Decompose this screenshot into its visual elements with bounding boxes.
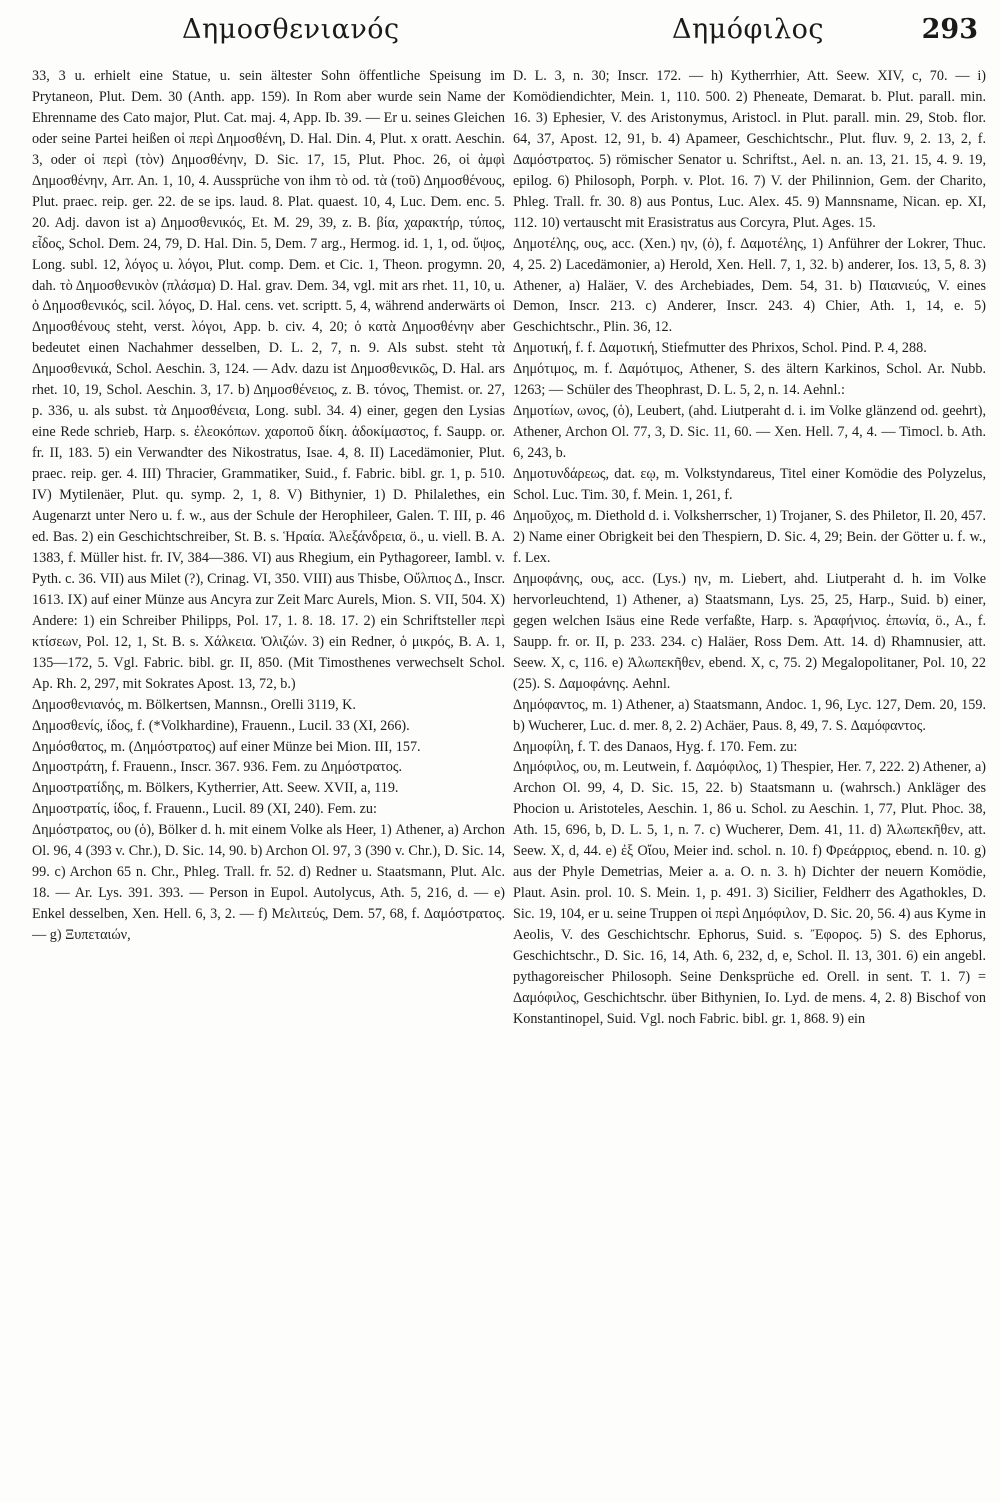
right-column	[513, 66, 986, 1488]
page-number: 293	[921, 14, 978, 45]
entry: Δημοτυνδάρεως, dat. εῳ, m. Volkstyndareus, Titel einer Komödie des Polyzelus, Schol. Luc. Tim. 30, f. Mein. 1, 261, f.	[513, 466, 986, 504]
page-header	[32, 14, 984, 48]
entry: Δημοτική, f. f. Δαμοτική, Stiefmutter des Phrixos, Schol. Pind. P. 4, 288.	[513, 340, 927, 357]
entry: Δημόφιλος, ου, m. Leutwein, f. Δαμόφιλος, 1) Thespier, Her. 7, 222. 2) Athener, a) Archon Ol. 99, 4, D. Sic. 15, 22. b) Staatsmann u. (wahrsch.) Ankläger des Phocion u. Aristoteles, Aeschin. 1, 86 u. Schol. zu Aeschin. 1, 77, Plut. Phoc. 38, Ath. 15, 696, b, D. L. 5, 1, n. 7. c) Wucherer, Dem. 41, 11. d) Ἀλωπεκῆθεν, att. Seew. X, d, 44. e) ἐξ Οἴου, Meier ind. schol. n. 10. f) Φρεάρριος, ebend. n. 10. g) aus der Phyle Demetrias, Meier a. a. O. n. 3. h) Dichter der neuern Komödie, Plaut. Asin. prol. 10. S. Mein. 1, p. 491. 3) Sicilier, Feldherr des Agathokles, D. Sic. 19, 104, er u. seine Truppen οἱ περὶ Δημόφιλον, D. Sic. 20, 56. 4) aus Kyme in Aeolis, V. des Geschichtschr. Ephorus, Suid. s. Ἔφορος. 5) S. des Ephorus, Geschichtschr., D. Sic. 16, 14, Ath. 6, 232, d, e, Schol. Il. 13, 301. 6) ein angebl. pythagoreischer Philosoph. Seine Denksprüche ed. Orell. in sent. T. 1. 7) = Δαμόφιλος, Geschichtschr. über Bithynien, Io. Lyd. de mens. 4, 2. 8) Bischof von Konstantinopel, Suid. Vgl. noch Fabric. bibl. gr. 1, 868. 9) ein	[513, 759, 986, 1027]
entry: Δημοσθενίς, ίδος, f. (*Volkhardine), Frauenn., Lucil. 33 (XI, 266).	[32, 717, 410, 734]
entry: Δημοστρατίς, ίδος, f. Frauenn., Lucil. 89 (XI, 240). Fem. zu:	[32, 801, 377, 818]
entry: Δημοσθενιανός, m. Bölkertsen, Mannsn., Orelli 3119, K.	[32, 696, 356, 713]
entry: Δημότιμος, m. f. Δαμότιμος, Athener, S. des ältern Karkinos, Schol. Ar. Nubb. 1263; — Schüler des Theophrast, D. L. 5, 2, n. 14. Aehnl.:	[513, 361, 986, 399]
running-head-right: Δημόφιλος	[672, 14, 824, 45]
entry-continuation: D. L. 3, n. 30; Inscr. 172. — h) Kytherrhier, Att. Seew. XIV, c, 70. — i) Komödiendichter, Mein. 1, 110. 500. 2) Pheneate, Demarat. b. Plut. parall. min. 16. 3) Ephesier, V. des Aristonymus, Aristocl. in Plut. parall. min. 29, Stob. flor. 64, 37, Apost. 12, 91, b. 4) Apameer, Geschichtschr., Plut. fluv. 9, 2. 13, 2, f. Δαμόστρατος. 5) römischer Senator u. Schriftst., Ael. n. an. 13, 21. 15, 4. 9. 19, epilog. 6) Philosoph, Porph. v. Plot. 16. 7) V. der Philinnion, Gem. der Charito, Phleg. Trall. fr. 30. 8) aus Pontus, Luc. Alex. 45. 9) Mannsname, Nican. ep. XI, 112. 10) vertauscht mit Erasistratus aus Corcyra, Plut. Ages. 15.	[513, 68, 986, 231]
running-head-left: Δημοσθενιανός	[182, 14, 400, 45]
entry: Δημοῦχος, m. Diethold d. i. Volksherrscher, 1) Trojaner, S. des Philetor, Il. 20, 457. 2) Name einer Obrigkeit bei den Thespiern, D. Sic. 4, 29; Bein. der Götter u. f. w., f. Lex.	[513, 508, 986, 566]
entry-continuation: 33, 3 u. erhielt eine Statue, u. sein ältester Sohn öffentliche Speisung im Prytaneon, Plut. Dem. 30 (Anth. app. 159). In Rom aber wurde sein Name der Ehrenname des Cato major, Plut. Cat. maj. 4, App. Ib. 39. — Er u. seines Gleichen oder seine Partei heißen οἱ περὶ Δημοσθένη, D. Hal. Din. 4, Plut. x oratt. Aeschin. 3, oder οἱ περὶ (τὸν) Δημοσθένην, D. Sic. 17, 15, Plut. Phoc. 26, οἱ ἀμφὶ Δημοσθένην, Arr. An. 1, 10, 4. Aussprüche von ihm τὸ od. τὰ (τοῦ) Δημοσθένους, Plut. praec. reip. ger. 22. de se ips. laud. 8. Plat. quaest. 10, 4, Luc. Dem. enc. 5. 20. Adj. davon ist a) Δημοσθενικός, Et. M. 29, 39, z. B. βία, χαρακτήρ, τύπος, εἶδος, Schol. Dem. 24, 79, D. Hal. Din. 5, Dem. 7 arg., Hermog. id. 1, 1, od. ὕψος, Long. subl. 12, λόγος u. λόγοι, Plut. comp. Dem. et Cic. 1, Theon. progymn. 20, dah. τὸ Δημοσθενικὸν (πλάσμα) D. Hal. grav. Dem. 34, vgl. mit ars rhet. 11, 10, u. ὁ Δημοσθενικός, scil. λόγος, D. Hal. cens. vet. scriptt. 5, 4, während anderwärts οἱ Δημοσθένους steht, verst. λόγοι, App. b. civ. 4, 20; ὁ κατὰ Δημοσθένην aber bedeutet einen Nachahmer desselben, D. L. 2, 7, n. 9. Als subst. steht τὰ Δημοσθενικά, Schol. Aeschin. 3, 124. — Adv. dazu ist Δημοσθενικῶς, D. Hal. ars rhet. 10, 19, Schol. Aeschin. 3, 17. b) Δημοσθένειος, z. B. τόνος, Themist. or. 27, p. 336, u. als subst. τὰ Δημοσθένεια, Long. subl. 34. 4) einer, gegen den Lysias eine Rede schrieb, Harp. s. ἐλεοκόπων. χαροποῦ δίκη. ἀδοκίμαστος, f. Saupp. or. fr. II, 183. 5) ein Verwandter des Nikostratus, Isae. 4, 8. II) Lacedämonier, Plut. praec. reip. ger. 4. III) Thracier, Grammatiker, Suid., f. Fabric. bibl. gr. 1, p. 510. IV) Mytilenäer, Plut. qu. symp. 2, 1, 8. V) Bithynier, 1) D. Philalethes, ein Augenarzt unter Nero u. f. w., aus der Schule der Herophileer, Galen. T. III, p. 46 ed. Bas. 2) ein Geschichtschreiber, St. B. s. Ἡραία. Ἀλεξάνδρεια, ö., u. viell. B. A. 1383, f. Müller hist. fr. IV, 384—386. VI) aus Rhegium, ein Pythagoreer, Iambl. v. Pyth. c. 36. VII) aus Milet (?), Crinag. VI, 350. VIII) aus Thisbe, Οὔλπιος Δ., Inscr. 1613. IX) auf einer Münze aus Ancyra zur Zeit Marc Aurels, Mion. S. VII, 504. X) Andere: 1) ein Schreiber Philipps, Pol. 17, 1. 8. 18. 17. 2) ein Schriftsteller περὶ κτίσεων, Pol. 12, 1, St. B. s. Χάλκεια. Ὀλιζών. 3) ein Redner, ὁ μικρός, B. A. 1, 135—172, 5. Vgl. Fabric. bibl. gr. II, 850. (Mit Timosthenes verwechselt Schol. Ap. Rh. 2, 297, mit Sokrates Apost. 13, 72, b.)	[32, 68, 505, 692]
entry: Δημοφίλη, f. T. des Danaos, Hyg. f. 170. Fem. zu:	[513, 738, 798, 755]
column-divider	[500, 66, 501, 1486]
entry: Δημοφάνης, ους, acc. (Lys.) ην, m. Liebert, ahd. Liutperaht d. h. im Volke hervorleuchtend, 1) Athener, a) Staatsmann, Lys. 25, 25, Harp., Suid. b) einer, gegen welchen Isäus eine Rede verfaßte, Harp. s. Ἀραφήνιος. ἐπωνία, ö., A., f. Saupp. fr. or. II, p. 233. 234. c) Haläer, Ross Dem. Att. 14. d) Rhamnusier, att. Seew. X, c, 116. e) Ἀλωπεκῆθεν, ebend. X, c, 75. 2) Megalopolitaner, Pol. 10, 22 (25). S. Δαμοφάνης. Aehnl.	[513, 570, 986, 692]
entry: Δημόστρατος, ου (ὁ), Bölker d. h. mit einem Volke als Heer, 1) Athener, a) Archon Ol. 96, 4 (393 v. Chr.), D. Sic. 14, 90. b) Archon Ol. 97, 3 (390 v. Chr.), D. Sic. 14, 99. c) Archon 65 n. Chr., Phleg. Trall. fr. 52. d) Redner u. Staatsmann, Plut. Alc. 18. — Ar. Lys. 391. 393. — Person in Eupol. Autolycus, Ath. 5, 216, d. — e) Enkel desselben, Xen. Hell. 6, 3, 2. — f) Μελιτεύς, Dem. 57, 68, f. Δαμόστρατος. — g) Ξυπεταιών,	[32, 822, 505, 944]
entry: Δημόσθατος, m. (Δημόστρατος) auf einer Münze bei Mion. III, 157.	[32, 738, 421, 755]
entry: Δημοτέλης, ους, acc. (Xen.) ην, (ὁ), f. Δαμοτέλης, 1) Anführer der Lokrer, Thuc. 4, 25. 2) Lacedämonier, a) Herold, Xen. Hell. 7, 1, 32. b) anderer, Ios. 13, 5, 8. 3) Athener, a) Haläer, V. des Archebiades, Dem. 54, 31. b) Παιανιεύς, V. eines Demon, Inscr. 213. c) Anderer, Inscr. 243. 4) Chier, Ath. 1, 14, e. 5) Geschichtschr., Plin. 36, 12.	[513, 235, 986, 336]
entry: Δημοστράτη, f. Frauenn., Inscr. 367. 936. Fem. zu Δημόστρατος.	[32, 759, 403, 776]
entry: Δημόφαντος, m. 1) Athener, a) Staatsmann, Andoc. 1, 96, Lyc. 127, Dem. 20, 159. b) Wucherer, Luc. d. mer. 8, 2. 2) Achäer, Paus. 8, 49, 7. S. Δαμόφαντος.	[513, 696, 986, 734]
entry: Δημοστρατίδης, m. Bölkers, Kytherrier, Att. Seew. XVII, a, 119.	[32, 780, 399, 797]
entry: Δημοτίων, ωνος, (ὁ), Leubert, (ahd. Liutperaht d. i. im Volke glänzend od. geehrt), Athener, Archon Ol. 77, 3, D. Sic. 11, 60. — Xen. Hell. 7, 4, 4. — Timocl. b. Ath. 6, 243, b.	[513, 403, 986, 462]
left-column	[32, 66, 505, 1488]
